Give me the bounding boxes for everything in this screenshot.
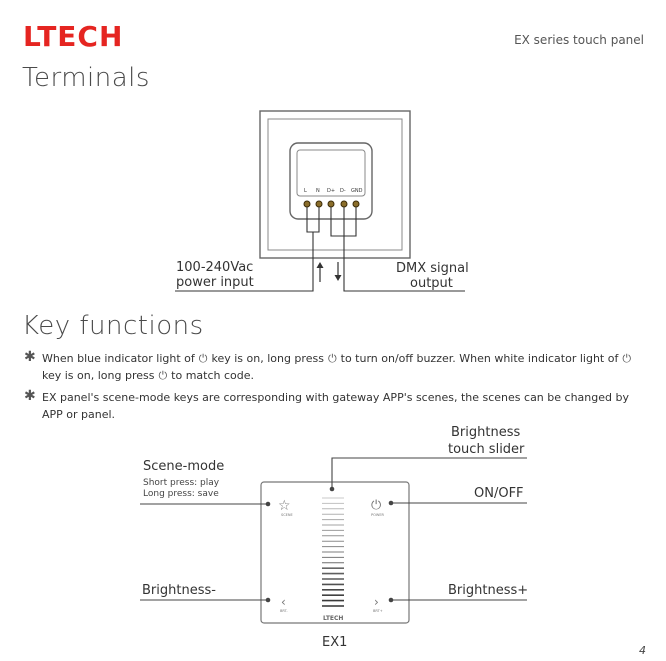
brightness-minus-label: Brightness-	[142, 583, 216, 598]
brightness-plus-label: Brightness+	[448, 583, 529, 598]
series-title: EX series touch panel	[514, 33, 644, 47]
power-icon: ⏻	[327, 352, 337, 365]
slider-label-1: Brightness	[451, 425, 521, 440]
asterisk-icon: ✱	[24, 388, 36, 404]
scene-mode-label: Scene-mode	[143, 459, 225, 474]
chevron-right-icon: ›	[374, 595, 379, 609]
note-buzzer: ✱ When blue indicator light of ⏻ key is on, long press ⏻ to turn on/off buzzer. When white indicator light of ⏻key is on, long press ⏻ to match code.	[24, 349, 632, 382]
pin-label: D+	[327, 188, 336, 194]
scene-short-press: Short press: play	[143, 478, 220, 488]
power-icon: ⏻	[158, 369, 168, 382]
brightness-slider	[322, 498, 344, 606]
asterisk-icon: ✱	[24, 349, 36, 365]
scene-long-press: Long press: save	[143, 489, 219, 499]
pin-label: L	[304, 188, 307, 194]
slider-label-2: touch slider	[448, 442, 525, 457]
pin-label: GND	[351, 188, 363, 194]
pin-label: N	[316, 188, 320, 194]
star-icon: ☆	[278, 498, 291, 514]
panel-model-label: EX1	[322, 635, 348, 650]
power-key-text: POWER	[371, 513, 384, 517]
power-icon: ⏻	[371, 498, 382, 513]
power-input-label-2: power input	[176, 275, 254, 290]
terminals-heading: Terminals	[22, 63, 150, 93]
chevron-left-icon: ‹	[281, 595, 286, 609]
note-scene: ✱ EX panel's scene-mode keys are corresponding with gateway APP's scenes, the scenes can be changed by APP or panel.	[24, 388, 629, 421]
power-input-label-1: 100-240Vac	[176, 260, 254, 275]
page-number: 4	[639, 644, 646, 657]
dmx-output-label-1: DMX signal	[396, 261, 469, 276]
onoff-label: ON/OFF	[474, 486, 524, 501]
panel-brand: LTECH	[323, 615, 344, 622]
power-icon: ⏻	[622, 352, 632, 365]
scene-key-text: SCENE	[281, 513, 293, 517]
minus-key-text: BRT-	[280, 609, 288, 613]
key-functions-heading: Key functions	[22, 311, 204, 341]
svg-text:LTECH: LTECH	[23, 20, 124, 50]
plus-key-text: BRT+	[373, 609, 383, 613]
pin-label: D-	[340, 188, 346, 194]
dmx-output-label-2: output	[410, 276, 453, 291]
power-icon: ⏻	[198, 352, 208, 365]
